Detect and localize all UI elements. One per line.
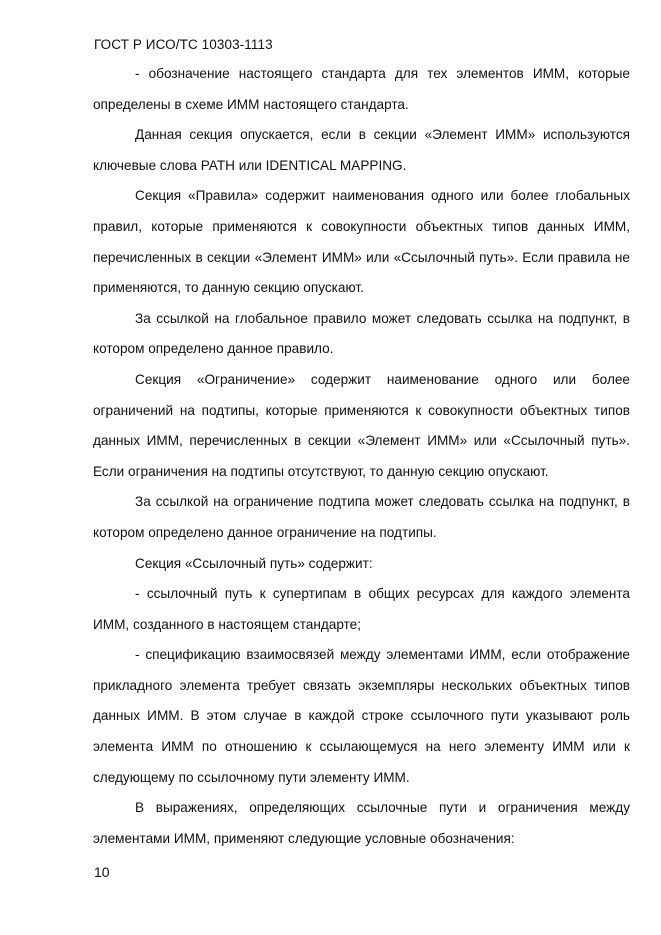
document-header: ГОСТ Р ИСО/ТС 10303-1113 [94,37,273,52]
paragraph-global-rule-reference: За ссылкой на глобальное правило может следовать ссылка на подпункт, в котором определено данное правило. [93,310,630,357]
paragraph-list-item-supertypes: - ссылочный путь к супертипам в общих ресурсах для каждого элемента ИММ, созданного в настоящем стандарте; [93,586,630,632]
paragraph-section-omitted: Данная секция опускается, если в секции «Элемент ИММ» используются ключевые слова PATH или IDENTICAL MAPPING. [93,127,630,173]
paragraph-reference-path-section: Секция «Ссылочный путь» содержит: [135,555,373,571]
paragraph-constraint-section: Секция «Ограничение» содержит наименование одного или более ограничений на подтипы, которые применяются к совокупности объектных типов данных ИММ, перечисленных в секции «Элемент ИММ» или «Ссылочный путь». Если ограничения на подтипы отсутствуют, то данную секцию опускают. [93,371,630,479]
paragraph-list-item-relationships: - спецификацию взаимосвязей между элементами ИММ, если отображение прикладного элемента требует связать экземпляры нескольких объектных типов данных ИММ. В этом случае в каждой строке ссылочного пути указывают роль элемента ИММ по отношению к ссылающемуся на него элементу ИММ или к следующему по ссылочному пути элементу ИММ. [93,647,630,785]
paragraph-notation-intro: В выражениях, определяющих ссылочные пути и ограничения между элементами ИММ, применяют следующие условные обозначения: [93,800,630,846]
paragraph-list-item-designation: - обозначение настоящего стандарта для тех элементов ИММ, которые определены в схеме ИММ настоящего стандарта. [93,66,630,112]
paragraph-subtype-constraint-reference: За ссылкой на ограничение подтипа может следовать ссылка на подпункт, в котором определено данное ограничение на подтипы. [93,494,630,540]
page-number: 10 [94,864,110,880]
paragraph-rules-section: Секция «Правила» содержит наименования одного или более глобальных правил, которые применяются к совокупности объектных типов данных ИММ, перечисленных в секции «Элемент ИММ» или «Ссылочный путь». Если правила не применяются, то данную секцию опускают. [93,188,630,296]
body-text [93,59,630,854]
